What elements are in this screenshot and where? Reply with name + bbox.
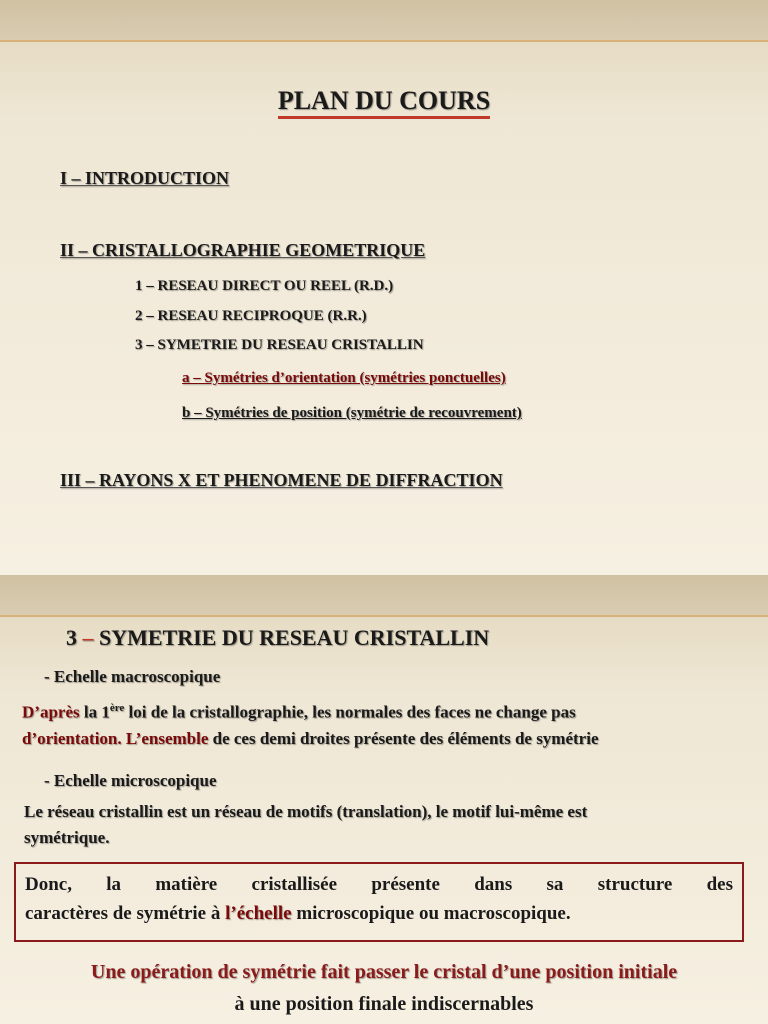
- subsection-reseau-reciproque: 2 – RESEAU RECIPROQUE (R.R.): [135, 308, 367, 324]
- section-rayons-x: III – RAYONS X ET PHENOMENE DE DIFFRACTION: [60, 470, 503, 490]
- subsection-reseau-direct: 1 – RESEAU DIRECT OU REEL (R.D.): [135, 278, 394, 294]
- macro-paragraph: D’après la 1ère loi de la cristallographie, les normales des faces ne change pas d’orientation. L’ensemble de ces demi droites présente des éléments de symétrie: [22, 702, 599, 748]
- slide-symetrie: [0, 575, 768, 1024]
- micro-scale-label: - Echelle microscopique: [44, 771, 217, 790]
- definition-line-1: Une opération de symétrie fait passer le cristal d’une position initiale: [90, 961, 678, 983]
- page-title: PLAN DU COURS: [0, 86, 768, 116]
- slide-header-band: [0, 0, 768, 40]
- section-cristallographie: II – CRISTALLOGRAPHIE GEOMETRIQUE: [60, 240, 426, 260]
- conclusion-box: Donc, la matière cristallisée présente dans sa structure des caractères de symétrie à l’échelle microscopique ou macroscopique.: [14, 862, 744, 942]
- subsection-symetrie: 3 – SYMETRIE DU RESEAU CRISTALLIN: [135, 337, 424, 353]
- micro-paragraph: Le réseau cristallin est un réseau de motifs (translation), le motif lui-même est symétrique.: [24, 802, 588, 847]
- slide-header-line: [0, 40, 768, 42]
- subsubsection-position: b – Symétries de position (symétrie de recouvrement): [182, 405, 522, 421]
- slide-heading: 3 – SYMETRIE DU RESEAU CRISTALLIN: [66, 625, 490, 650]
- definition-line-2: à une position finale indiscernables: [234, 993, 534, 1015]
- slide-header-band: [0, 575, 768, 615]
- slide-header-line: [0, 615, 768, 617]
- subsubsection-orientation: a – Symétries d’orientation (symétries ponctuelles): [182, 370, 506, 386]
- macro-scale-label: - Echelle macroscopique: [44, 667, 221, 686]
- section-introduction: I – INTRODUCTION: [60, 168, 230, 188]
